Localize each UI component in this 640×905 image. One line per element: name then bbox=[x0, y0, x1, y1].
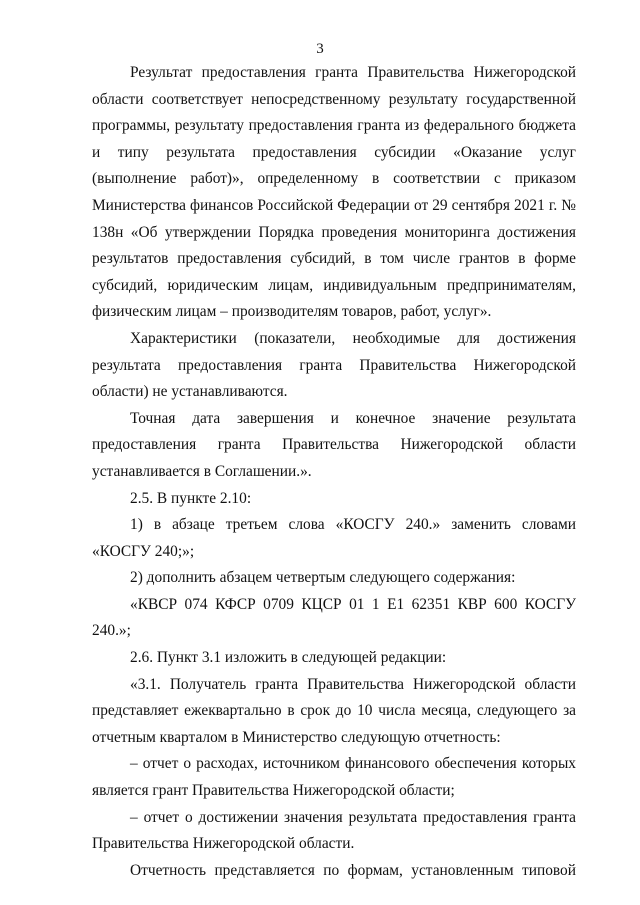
paragraph-budget-code: «КВСР 074 КФСР 0709 КЦСР 01 1 Е1 62351 КВР 600 КОСГУ 240.»; bbox=[92, 595, 576, 640]
paragraph-item-2-5: 2.5. В пункте 2.10: bbox=[130, 489, 252, 507]
page-number: 3 bbox=[316, 41, 324, 57]
paragraph-grant-result: Результат предоставления гранта Правительства Нижегородской области соответствует непосредственному результату государственной программы, результату предоставления гранта из федерального бюджета и типу результата предоставления субсидии «Оказание услуг (выполнение работ)», определенному в соответствии с приказом Министерства финансов Российской Федерации от 29 сентября 2021 г. № 138н «Об утверждении Порядка проведения мониторинга достижения результатов предоставления субсидий, в том числе грантов в форме субсидий, юридическим лицам, индивидуальным предпринимателям, физическим лицам – производителям товаров, работ, услуг». bbox=[92, 64, 576, 321]
paragraph-result-report: – отчет о достижении значения результата предоставления гранта Правительства Нижегородской области. bbox=[92, 808, 576, 853]
paragraph-reporting-forms: Отчетность представляется по формам, установленным типовой bbox=[130, 861, 576, 879]
paragraph-item-2-6: 2.6. Пункт 3.1 изложить в следующей редакции: bbox=[130, 649, 447, 667]
paragraph-replace-kosgu: 1) в абзаце третьем слова «КОСГУ 240.» заменить словами «КОСГУ 240;»; bbox=[92, 516, 576, 560]
paragraph-item-3-1: «3.1. Получатель гранта Правительства Нижегородской области представляет ежеквартально в срок до 10 числа месяца, следующего за отчетным кварталом в Министерство следующую отчетность: bbox=[92, 675, 576, 746]
document-body bbox=[92, 60, 576, 884]
paragraph-add-fourth: 2) дополнить абзацем четвертым следующего содержания: bbox=[130, 569, 516, 587]
paragraph-expense-report: – отчет о расходах, источником финансового обеспечения которых является грант Правительства Нижегородской области; bbox=[92, 755, 576, 800]
paragraph-exact-date: Точная дата завершения и конечное значение результата предоставления гранта Правительства Нижегородской области устанавливается в Соглашении.». bbox=[92, 409, 576, 480]
paragraph-characteristics: Характеристики (показатели, необходимые для достижения результата предоставления гранта Правительства Нижегородской области) не устанавливаются. bbox=[92, 329, 576, 401]
